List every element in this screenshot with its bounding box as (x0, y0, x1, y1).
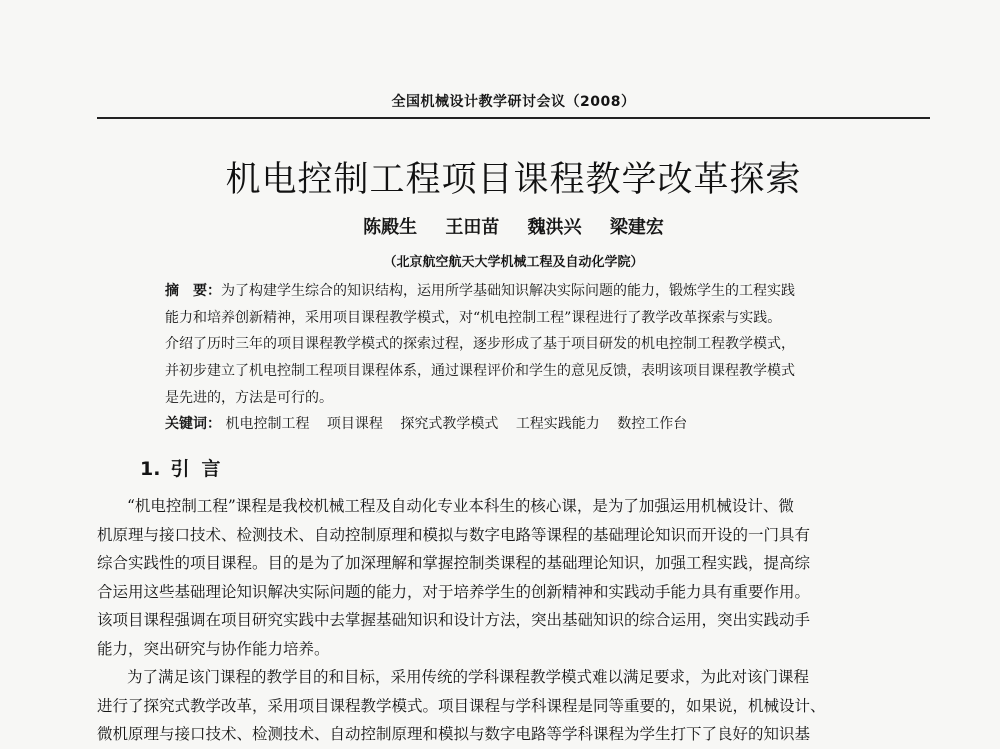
author-name: 王田苗 (445, 217, 500, 238)
abstract-line: 摘 要：为了构建学生综合的知识结构，运用所学基础知识解决实际问题的能力，锻炼学生的工程实践 (165, 283, 795, 299)
section-heading (140, 454, 232, 481)
abstract-line: 能力和培养创新精神，采用项目课程教学模式，对“机电控制工程”课程进行了教学改革探索与实践。 (165, 309, 782, 326)
body-line: 综合实践性的项目课程。目的是为了加深理解和掌握控制类课程的基础理论知识，加强工程实践，提高综 (97, 554, 811, 572)
author-name: 陈殿生 (363, 217, 418, 238)
section-number: 1. (140, 458, 161, 480)
keyword: 探究式教学模式 (400, 416, 499, 432)
author-name: 梁建宏 (609, 217, 664, 238)
body-text (97, 492, 937, 749)
abstract (165, 278, 865, 412)
section-title: 引言 (170, 458, 233, 480)
keyword: 工程实践能力 (515, 416, 600, 432)
abstract-label: 摘 要： (165, 283, 221, 299)
abstract-line: 并初步建立了机电控制工程项目课程体系，通过课程评价和学生的意见反馈，表明该项目课程教学模式 (165, 363, 795, 380)
body-line: 进行了探究式教学改革，采用项目课程教学模式。项目课程与学科课程是同等重要的，如果说，机械设计、 (97, 696, 826, 715)
body-line: 为了满足该门课程的教学目的和目标，采用传统的学科课程教学模式难以满足要求，为此对该门课程 (127, 668, 810, 686)
abstract-line: 是先进的，方法是可行的。 (165, 389, 333, 406)
author-list (97, 213, 930, 239)
body-line: 能力，突出研究与协作能力培养。 (97, 639, 330, 658)
running-head: 全国机械设计教学研讨会议（2008） (391, 94, 636, 110)
body-line: 微机原理与接口技术、检测技术、自动控制原理和模拟与数字电路等学科课程为学生打下了良好的知识基 (97, 725, 811, 743)
header-rule (97, 117, 930, 119)
keyword: 项目课程 (326, 416, 383, 432)
affiliation: （北京航空航天大学机械工程及自动化学院） (383, 255, 644, 270)
paper-title: 机电控制工程项目课程教学改革探索 (225, 160, 802, 200)
keyword: 机电控制工程 (225, 416, 310, 432)
body-line: “机电控制工程”课程是我校机械工程及自动化专业本科生的核心课，是为了加强运用机械设计、微 (127, 497, 794, 515)
keywords (165, 413, 865, 433)
abstract-line: 介绍了历时三年的项目课程教学模式的探索过程，逐步形成了基于项目研发的机电控制工程教学模式， (165, 336, 795, 353)
body-line: 机原理与接口技术、检测技术、自动控制原理和模拟与数字电路等课程的基础理论知识而开设的一门具有 (97, 525, 811, 544)
body-line: 该项目课程强调在项目研究实践中去掌握基础知识和设计方法，突出基础知识的综合运用，突出实践动手 (97, 611, 811, 629)
keywords-label: 关键词： (165, 416, 221, 432)
keyword: 数控工作台 (617, 416, 688, 432)
author-name: 魏洪兴 (527, 217, 582, 238)
body-line: 合运用这些基础理论知识解决实际问题的能力，对于培养学生的创新精神和实践动手能力具有重要作用。 (97, 582, 811, 601)
